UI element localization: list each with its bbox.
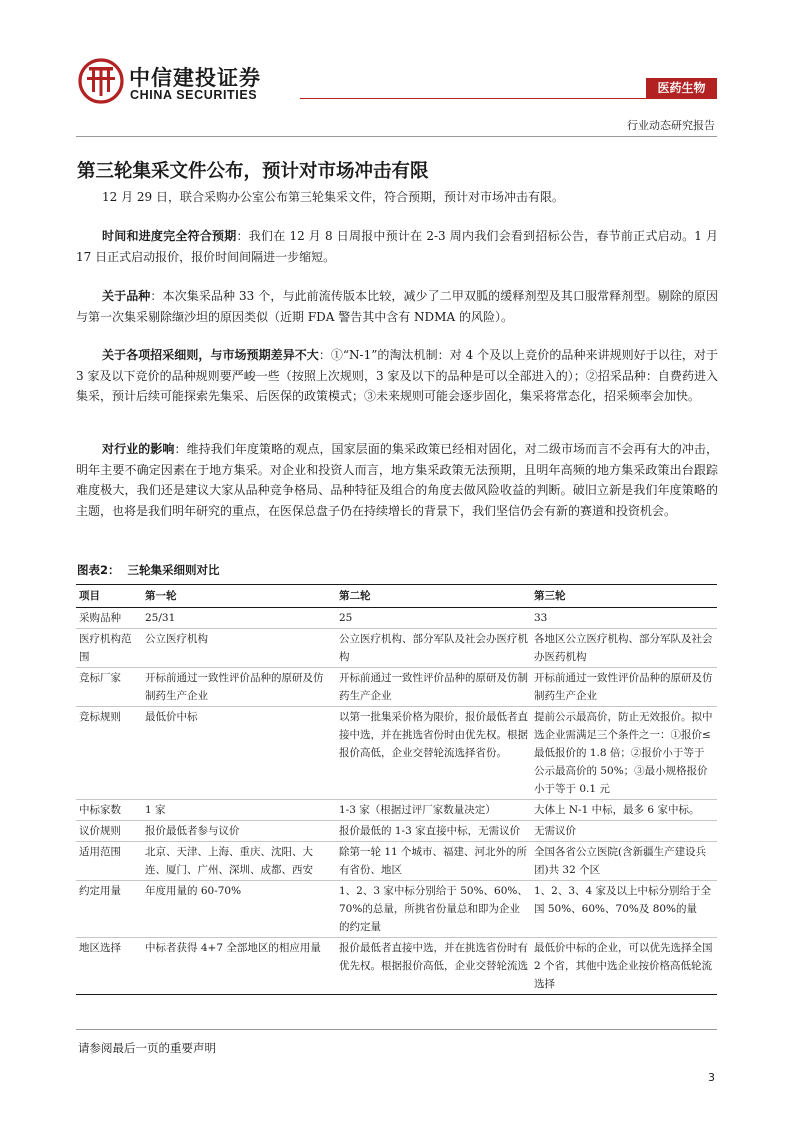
table-cell: 最低价中标 [142,707,336,800]
table-row [76,629,717,668]
table-header-cell: 第一轮 [142,585,336,608]
table-cell: 1、2、3 家中标分别给于 50%、60%、70%的总量，所挑省份量总和即为企业的约定量 [336,881,531,938]
china-securities-logo-icon [78,58,124,104]
figure-caption [77,562,220,578]
table-row [76,881,717,938]
table-cell: 除第一轮 11 个城市、福建、河北外的所有省份、地区 [336,842,531,881]
table-row [76,821,717,842]
header-divider [300,98,717,99]
procurement-rules-table [76,584,717,995]
table-cell: 全国各省公立医院(含新疆生产建设兵团)共 32 个区 [531,842,717,881]
table-cell: 公立医疗机构 [142,629,336,668]
table-cell: 25/31 [142,608,336,629]
table-cell: 各地区公立医疗机构、部分军队及社会办医药机构 [531,629,717,668]
table-cell: 中标家数 [76,800,142,821]
table-cell: 开标前通过一致性评价品种的原研及仿制药生产企业 [336,668,531,707]
table-cell: 适用范围 [76,842,142,881]
paragraph-industry-impact-heading: 对行业的影响 [102,442,175,456]
table-cell: 公立医疗机构、部分军队及社会办医疗机构 [336,629,531,668]
table-cell: 大体上 N-1 中标，最多 6 家中标。 [531,800,717,821]
table-cell: 议价规则 [76,821,142,842]
table-cell: 1-3 家（根据过评厂家数量决定） [336,800,531,821]
table-cell: 1 家 [142,800,336,821]
table-cell: 竞标规则 [76,707,142,800]
report-type: 行业动态研究报告 [627,119,715,132]
paragraph-summary-text: 12 月 29 日，联合采购办公室公布第三轮集采文件，符合预期，预计对市场冲击有限。 [102,190,564,204]
table-row [76,800,717,821]
table-cell: 33 [531,608,717,629]
paragraph-varieties-heading: 关于品种 [102,289,151,303]
figure-label: 图表2： [77,563,120,577]
table-cell: 医疗机构范围 [76,629,142,668]
table-header-cell: 第二轮 [336,585,531,608]
sector-tag: 医药生物 [646,78,717,98]
table-cell: 北京、天津、上海、重庆、沈阳、大连、厦门、广州、深圳、成都、西安 [142,842,336,881]
page-number: 3 [708,1071,715,1084]
table-header-cell: 项目 [76,585,142,608]
paragraph-industry-impact [76,439,718,521]
table-row [76,842,717,881]
paragraph-varieties-text: ：本次集采品种 33 个，与此前流传版本比较，减少了二甲双胍的缓释剂型及其口服常释剂型。剔除的原因与第一次集采剔除缬沙坦的原因类似（近期 FDA 警告其中含有 NDMA 的风险）。 [76,289,718,324]
company-logo [78,58,261,108]
table-cell: 报价最低者参与议价 [142,821,336,842]
table-header-row [76,585,717,608]
table-cell: 以第一批集采价格为限价，报价最低者直接中选，并在挑选省份时由优先权。根据报价高低，企业交替轮流选择省份。 [336,707,531,800]
table-row [76,608,717,629]
table-cell: 报价最低者直接中选，并在挑选省份时有优先权。根据报价高低，企业交替轮流选 [336,938,531,995]
table-cell: 竞标厂家 [76,668,142,707]
paragraph-varieties [76,286,718,327]
footer-disclaimer: 请参阅最后一页的重要声明 [78,1041,216,1055]
paragraph-rules [76,345,718,407]
table-cell: 年度用量的 60-70% [142,881,336,938]
table-cell: 约定用量 [76,881,142,938]
table-cell: 开标前通过一致性评价品种的原研及仿制药生产企业 [531,668,717,707]
table-cell: 地区选择 [76,938,142,995]
table-row [76,938,717,995]
footer-divider [76,1029,717,1030]
table-cell: 采购品种 [76,608,142,629]
logo-chinese-name: 中信建投证券 [129,66,261,90]
paragraph-industry-impact-text: ：维持我们年度策略的观点，国家层面的集采政策已经相对固化，对二级市场而言不会再有大的冲击，明年主要不确定因素在于地方集采。对企业和投资人而言，地方集采政策无法预期，且明年高频的地方集采政策出台跟踪难度极大，我们还是建议大家从品种竞争格局、品种特征及组合的角度去做风险收益的判断。破旧立新是我们年度策略的主题，也将是我们明年研究的重点，在医保总盘子仍在持续增长的背景下，我们坚信仍会有新的赛道和投资机会。 [76,442,718,518]
header-divider-secondary [76,136,717,137]
table-cell: 无需议价 [531,821,717,842]
table-cell: 中标者获得 4+7 全部地区的相应用量 [142,938,336,995]
table-header-cell: 第三轮 [531,585,717,608]
paragraph-timing-text: ：我们在 12 月 8 日周报中预计在 2-3 周内我们会看到招标公告，春节前正式启动。1 月 17 日正式启动报价，报价时间间隔进一步缩短。 [76,229,718,264]
paragraph-timing-heading: 时间和进度完全符合预期 [102,229,237,243]
paragraph-summary [76,187,718,208]
paragraph-timing [76,226,718,267]
logo-english-name: CHINA SECURITIES [130,88,258,102]
paragraph-rules-heading: 关于各项招采细则，与市场预期差异不大 [102,348,319,362]
section-title: 第三轮集采文件公布，预计对市场冲击有限 [77,161,429,182]
table-row [76,668,717,707]
table-row [76,707,717,800]
figure-title: 三轮集采细则对比 [127,563,220,577]
table-cell: 提前公示最高价，防止无效报价。拟中选企业需满足三个条件之一：①报价≤最低报价的 1.8 倍；②报价小于等于公示最高价的 50%；③最小规格报价小于等于 0.1 元 [531,707,717,800]
paragraph-rules-text: ：①“N-1”的淘汰机制：对 4 个及以上竞价的品种来讲规则好于以往，对于 3 家及以下竞价的品种规则要严峻一些（按照上次规则，3 家及以下的品种是可以全部进入的）；②招采品种：自费药进入集采，预计后续可能探索先集采、后医保的政策模式；③未来规则可能会逐步固化，集采将常态化，招采频率会加快。 [76,348,718,404]
table-cell: 开标前通过一致性评价品种的原研及仿制药生产企业 [142,668,336,707]
table-cell: 报价最低的 1-3 家直接中标，无需议价 [336,821,531,842]
table-cell: 25 [336,608,531,629]
table-cell: 最低价中标的企业，可以优先选择全国 2 个省，其他中选企业按价格高低轮流选择 [531,938,717,995]
table-cell: 1、2、3、4 家及以上中标分别给于全国 50%、60%、70%及 80%的量 [531,881,717,938]
